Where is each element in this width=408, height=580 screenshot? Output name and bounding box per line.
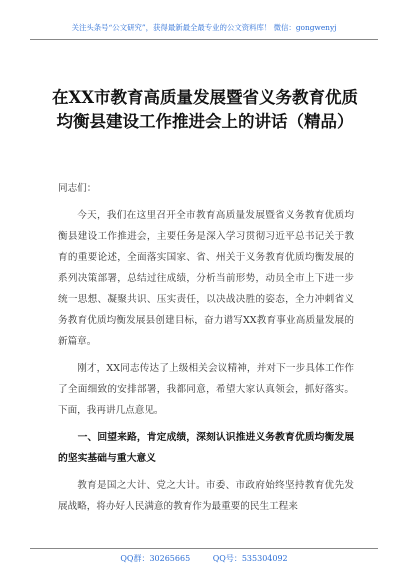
paragraph-1: 今天，我们在这里召开全市教育高质量发展暨省义务教育优质均衡县建设工作推进会，主要任务是深入学习贯彻习近平总书记关于教育的重要论述，全面落实国家、省、州关于义务教育优质均衡发展的系列决策部署，总结过往成绩，分析当前形势，动员全市上下进一步统一思想、凝聚共识、压实责任，以决战决胜的姿态，全力冲刺省义务教育优质均衡发展县创建目标，奋力谱写XX教育事业高质量发展的新篇章。 (58, 210, 354, 347)
footer-divider (30, 548, 378, 549)
footer-qq: QQ号：535304092 (212, 554, 288, 563)
section-heading: 一、回望来路，肯定成绩，深刻认识推进义务教育优质均衡发展的坚实基础与重大意义 (58, 432, 354, 464)
header-banner: 关注头条号“公文研究”，获得最新最全最专业的公文资料库！ 微信：gongwenyj (71, 23, 337, 32)
header-divider (30, 39, 378, 40)
greeting: 同志们： (58, 183, 97, 194)
section-paragraph: 教育是国之大计、党之大计。市委、市政府始终坚持教育优先发展战略，将办好人民满意的教育作为最重要的民生工程来 (58, 480, 354, 512)
document-title: 在XX市教育高质量发展暨省义务教育优质均衡县建设工作推进会上的讲话（精品） (51, 88, 359, 131)
footer-qq-group: QQ群：30265665 (120, 554, 191, 563)
document-body (58, 178, 354, 523)
footer (0, 553, 408, 564)
paragraph-2: 刚才，XX同志传达了上级相关会议精神，并对下一步具体工作作了全面细致的安排部署，我都同意，希望大家认真领会，抓好落实。下面，我再讲几点意见。 (58, 363, 354, 416)
